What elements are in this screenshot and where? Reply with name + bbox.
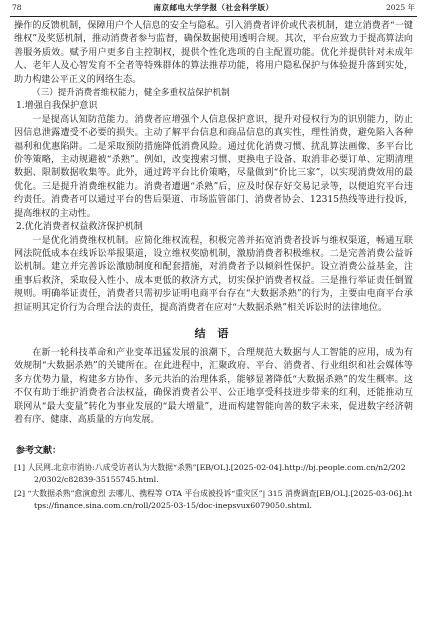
article-body	[14, 20, 413, 514]
page-number: 78	[12, 3, 22, 12]
subsection-heading-2: 2.优化消费者权益救济保护机制	[16, 222, 143, 233]
reference-item: [1] 人民网.北京市消协:八成受访者认为大数据“杀熟”[EB/OL].[2025-02-04].http://bj.people.com.cn/n2/2022/0302/c82839-35155745.html.	[14, 463, 406, 485]
references-title: 参考文献：	[16, 446, 62, 457]
page-header	[0, 0, 427, 16]
header-rule	[10, 16, 417, 17]
section-heading: （三）提升消费者维权能力，健全多重权益保护机制	[32, 88, 230, 99]
journal-year: 2025 年	[386, 3, 415, 12]
conclusion-paragraph: 在新一轮科技革命和产业变革迅猛发展的浪潮下，合理规范大数据与人工智能的应用，成为有效规制“大数据杀熟”的关键所在。在此进程中，汇聚政府、平台、消费者、行业组织和社会媒体等多方优势力量，构建多方协作、多元共治的治理体系，能够显著降低“大数据杀熟”的发生概率。这不仅有助于维护消费者合法权益，确保消费者公平、公正地享受科技进步带来的红利，还能推动互联网从“最大变量”转化为事业发展的“最大增量”，进而构建智能向善的数字未来，促进数字经济朝着有序、健康、高质量的方向发展。	[14, 347, 413, 425]
subsection-heading-1: 1.增强自我保护意识	[16, 101, 98, 112]
intro-paragraph: 操作的反馈机制，保障用户个人信息的安全与隐私。引入消费者评价或代表机制，建立消费者“一键维权”及奖惩机制，推动消费者参与监督，确保数据使用透明合规。其次，平台应致力于提高算法向善服务质效。赋予用户更多自主控制权，提供个性化选项的自主配置功能。优化并提供针对未成年人、老年人及心智发育不全者等特殊群体的算法推荐功能，将用户隐私保护与体验提升落到实处，助力构建公平正义的网络生态。	[14, 21, 413, 85]
subsection-paragraph-2: 一是优化消费维权机制。应简化维权流程，积极完善并拓宽消费者投诉与维权渠道，畅通互联网法院低成本在线诉讼举报渠道，设立维权奖励机制，激励消费者积极维权。二是完善消费公益诉讼机制。建立并完善诉讼激励制度和配套措施，对消费者予以倾斜性保护。设立消费公益基金，注重事后救济，采取侵入性小、成本更低的救济方式，切实保护消费者权益。三是推行举证责任倒置规则。明确举证责任，消费者只需初步证明电商平台存在“大数据杀熟”的行为，主要由电商平台承担证明其定价行为合理合法的责任，提高消费者在应对“大数据杀熟”相关诉讼时的法律地位。	[14, 235, 413, 313]
reference-item: [2] “大数据杀熟”愈演愈烈 去哪儿、携程等 OTA 平台成被投诉“重灾区”| 315 消费调查[EB/OL].[2025-03-06].https://finance.sina.com.cn/roll/2025-03-15/doc-inepsvux6079050.shtml.	[14, 489, 413, 511]
subsection-paragraph-1: 一是提高认知防范能力。消费者应增强个人信息保护意识，提升对侵权行为的识别能力，防止因信息泄露遭受不必要的损失。主动了解平台信息和商品信息的真实性，理性消费，避免陷入各种福利和优惠陷阱。二是采取预防措施降低消费风险。通过优化消费习惯、扰乱算法画像、多平台比价等策略，主动规避被“杀熟”。例如，改变搜索习惯、更换电子设备、取消非必要订单、定期清理数据、限制数据收集等。此外，通过跨平台比价策略，尽量做到“价比三家”，以实现消费效用的最优化。三是提升消费维权能力。消费者遭遇“杀熟”后，应及时保存好交易记录等，以便追究平台违约责任。消费者可以通过平台的售后渠道、市场监管部门、消费者协会、12315热线等进行投诉，提高维权的主动性。	[14, 114, 413, 219]
conclusion-title: 结 语	[194, 326, 233, 340]
journal-title: 南京邮电大学学报（社会科学版）	[153, 3, 274, 12]
